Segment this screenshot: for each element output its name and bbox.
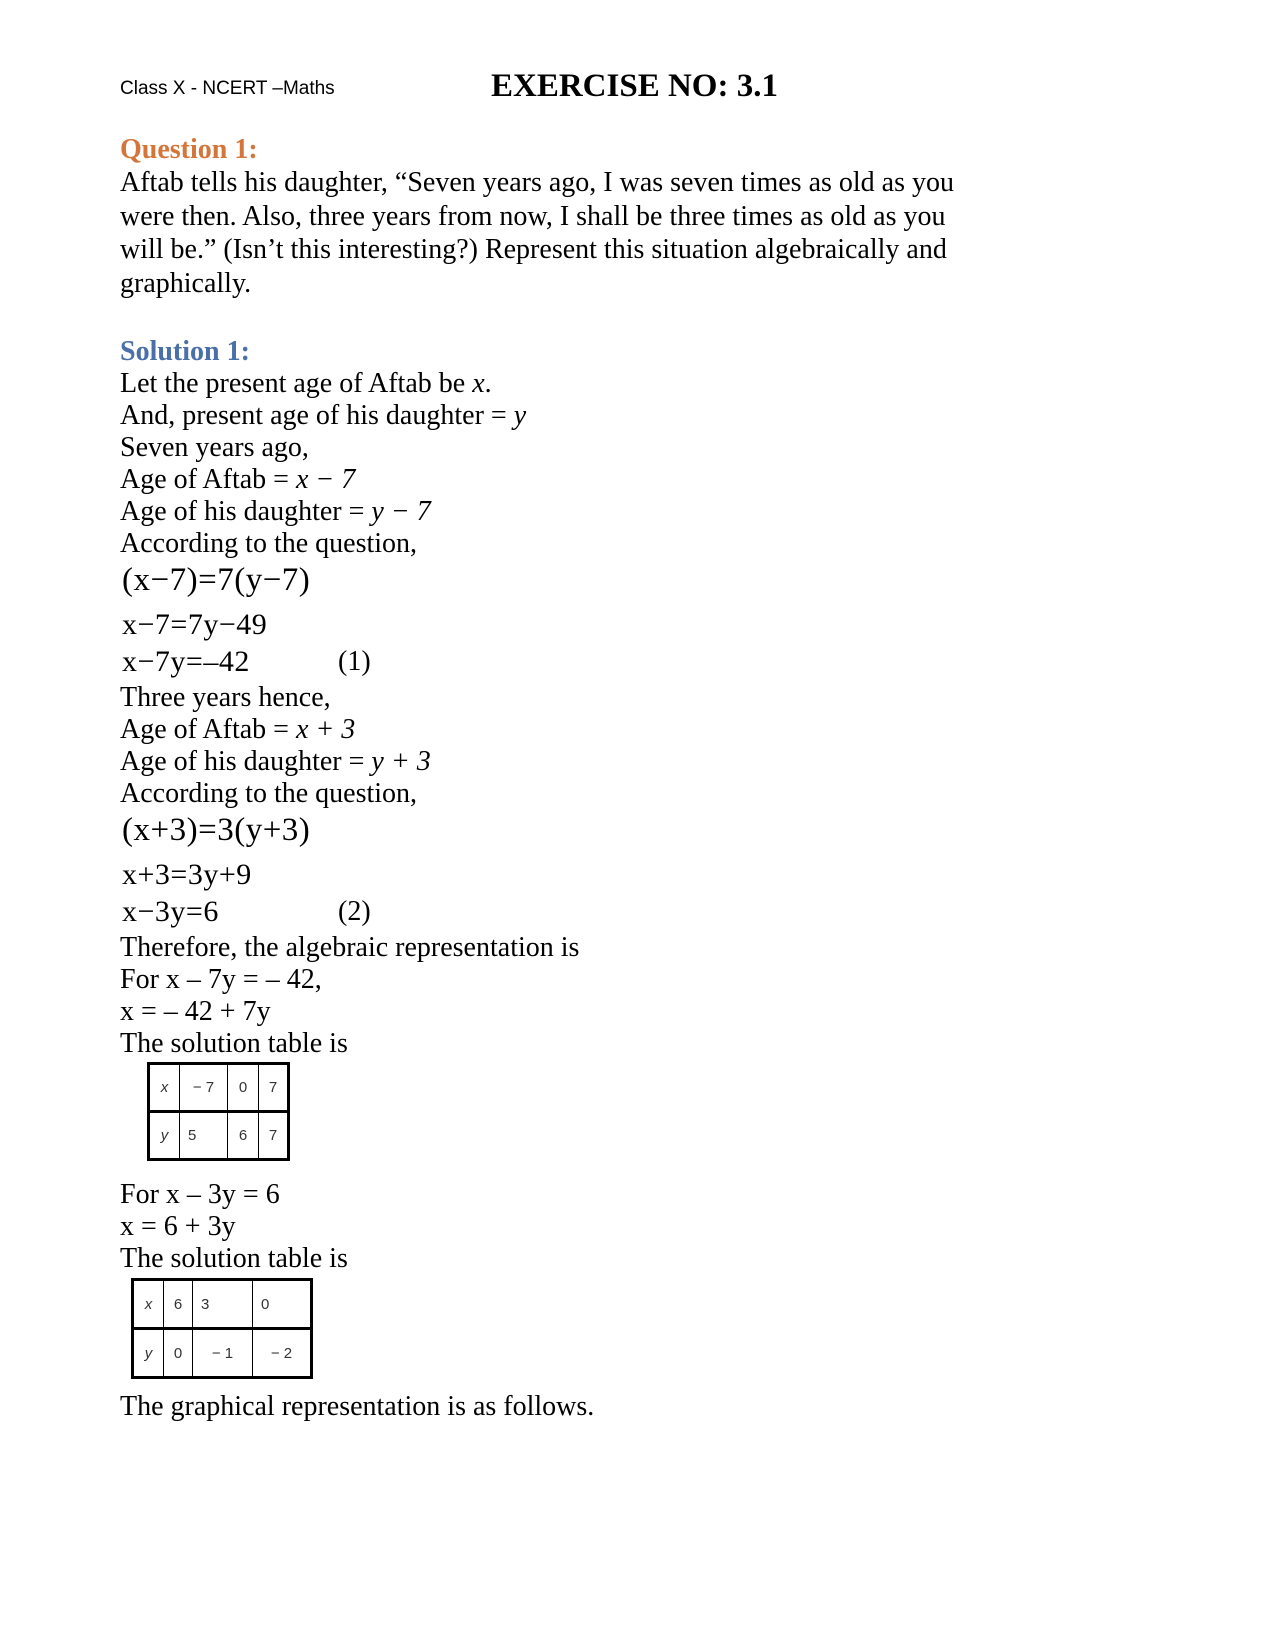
according-line-1: According to the question, <box>120 528 418 559</box>
daughter-age-label: Age of his daughter = <box>120 746 372 777</box>
equation-2a: (x+3)=3(y+3) <box>122 812 311 848</box>
solution-table-2 <box>131 1278 313 1379</box>
daughter-age-expr: y − 7 <box>371 496 431 527</box>
according-line-2: According to the question, <box>120 778 418 809</box>
table-cell: 5 <box>180 1112 228 1160</box>
question-line: will be.” (Isn’t this interesting?) Represent this situation algebraically and <box>120 234 947 265</box>
table-row <box>133 1280 312 1329</box>
table-intro-2: The solution table is <box>120 1243 348 1274</box>
seven-years-ago: Seven years ago, <box>120 432 309 463</box>
daughter-age-future <box>120 746 431 778</box>
question-text <box>120 166 954 300</box>
question-line: were then. Also, three years from now, I shall be three times as old as you <box>120 200 946 232</box>
equation-number-2: (2) <box>338 896 371 927</box>
for-equation-1: For x – 7y = – 42, <box>120 964 322 995</box>
class-label: Class X - NCERT –Maths <box>120 78 335 99</box>
table-intro-1: The solution table is <box>120 1028 348 1059</box>
table-cell: − 2 <box>253 1329 312 1378</box>
solution-heading: Solution 1: <box>120 336 250 367</box>
var-y: y <box>513 400 527 431</box>
row-label-x: x <box>133 1280 164 1329</box>
equation-1a: (x−7)=7(y−7) <box>122 562 311 598</box>
row-label-x: x <box>149 1064 180 1112</box>
for-equation-2: For x – 3y = 6 <box>120 1179 280 1210</box>
therefore-line: Therefore, the algebraic representation is <box>120 932 580 963</box>
x-expression-1: x = – 42 + 7y <box>120 996 271 1027</box>
equation-1c: x−7y=–42 <box>122 645 250 678</box>
table-cell: − 1 <box>193 1329 253 1378</box>
table-cell: 7 <box>259 1112 289 1160</box>
aftab-age-label: Age of Aftab = <box>120 464 296 495</box>
daughter-age-label: Age of his daughter = <box>120 496 372 527</box>
table-cell: 0 <box>164 1329 193 1378</box>
table-cell: 6 <box>164 1280 193 1329</box>
var-x: x <box>472 368 485 399</box>
table-cell: 0 <box>253 1280 312 1329</box>
x-expression-2: x = 6 + 3y <box>120 1211 236 1242</box>
let-aftab-line <box>120 368 492 400</box>
table-cell: − 7 <box>180 1064 228 1112</box>
let-aftab-text: Let the present age of Aftab be <box>120 368 473 399</box>
question-line: Aftab tells his daughter, “Seven years ago, I was seven times as old as you <box>120 167 954 198</box>
aftab-age-expr: x + 3 <box>295 714 356 745</box>
table-cell: 7 <box>259 1064 289 1112</box>
aftab-age-past <box>120 464 355 496</box>
daughter-age-line <box>120 400 526 432</box>
row-label-y: y <box>149 1112 180 1160</box>
daughter-age-expr: y + 3 <box>371 746 431 777</box>
exercise-title: EXERCISE NO: 3.1 <box>491 68 778 104</box>
daughter-age-text: And, present age of his daughter = <box>120 400 514 431</box>
equation-2b: x+3=3y+9 <box>122 858 252 891</box>
aftab-age-future <box>120 714 355 746</box>
three-years-hence: Three years hence, <box>120 682 331 713</box>
graphical-line: The graphical representation is as follows. <box>120 1391 595 1422</box>
table-row <box>149 1064 289 1112</box>
table-cell: 3 <box>193 1280 253 1329</box>
question-line: graphically. <box>120 267 252 299</box>
daughter-age-past <box>120 496 431 528</box>
question-heading: Question 1: <box>120 134 258 165</box>
table-cell: 6 <box>228 1112 259 1160</box>
equation-2c: x−3y=6 <box>122 895 219 928</box>
equation-1b: x−7=7y−49 <box>122 608 268 641</box>
equation-number-1: (1) <box>338 646 371 677</box>
row-label-y: y <box>133 1329 164 1378</box>
table-row <box>133 1329 312 1378</box>
solution-table-1 <box>147 1062 290 1161</box>
period: . <box>484 368 492 399</box>
aftab-age-expr: x − 7 <box>295 464 356 495</box>
table-cell: 0 <box>228 1064 259 1112</box>
aftab-age-label: Age of Aftab = <box>120 714 296 745</box>
table-row <box>149 1112 289 1160</box>
